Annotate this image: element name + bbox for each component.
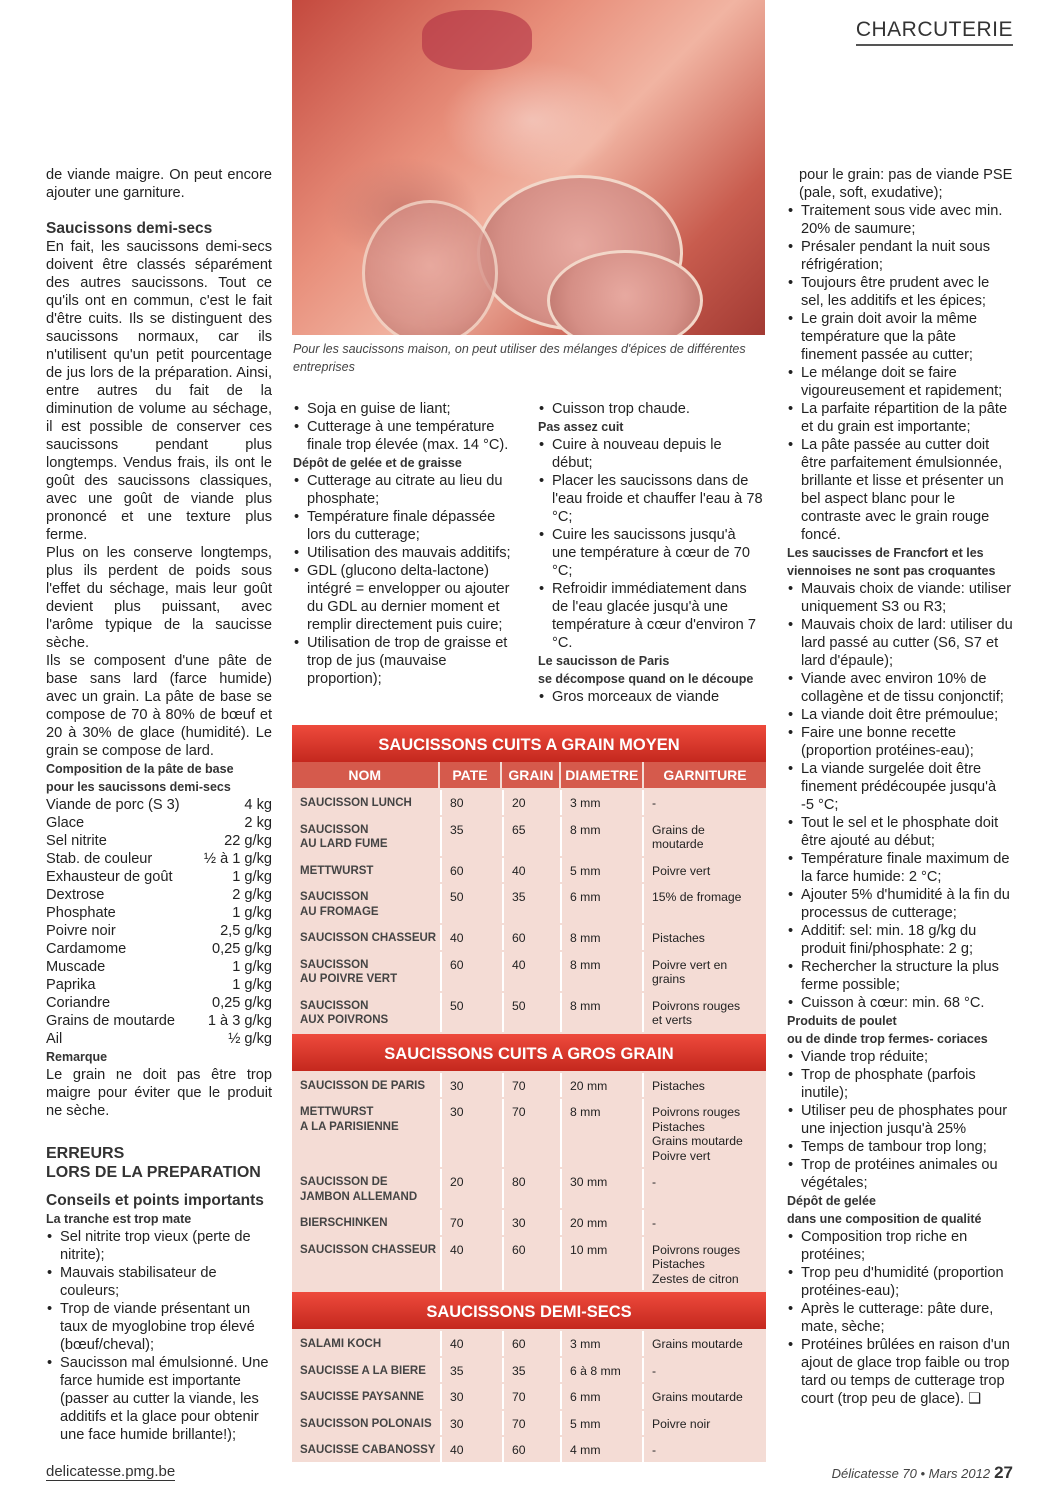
gelee-heading: Dépôt de gelée et de graisse [293,456,462,470]
list-item: • Composition trop riche en protéines; [787,1228,1013,1264]
list-item: • Utilisation de trop de graisse et trop de jus (mauvaise proportion); [293,634,519,688]
table-cell: SAUCISSE CABANOSSY [300,1444,436,1456]
composition-row [46,850,272,868]
photo-caption: Pour les saucissons maison, on peut utiliser des mélanges d'épices de différentes entreprises [293,342,746,374]
list-item: • Trop de phosphate (parfois inutile); [787,1066,1013,1102]
composition-row [46,1030,272,1048]
continued-text: pour le grain: pas de viande PSE (pale, soft, exudative); [799,167,1013,201]
list-item: • Mauvais choix de lard: utiliser du lard passé au cutter (S6, S7 et lard d'épaule); [787,616,1013,670]
francfort-heading: viennoises ne sont pas croquantes [787,564,996,578]
ingredient-name: Exhausteur de goût [46,869,173,885]
composition-row [46,940,272,958]
bullet-list [538,688,764,706]
sausage-photo [292,0,765,335]
list-item: • La viande doit être prémoulue; [787,706,1013,724]
list-item: • Température finale maximum de la farce humide: 2 °C; [787,850,1013,886]
composition-row [46,922,272,940]
table-cell: Poivre vert en grains [642,952,766,991]
table-cell: 8 mm [560,817,642,856]
table-cell: - [642,1437,766,1462]
ingredient-name: Stab. de couleur [46,851,153,867]
footer-issue [832,1463,1013,1483]
composition-row [46,832,272,850]
table-cell: 50 [502,993,560,1032]
ingredient-qty: ½ à 1 g/kg [203,851,272,867]
list-item: • Cuisson à cœur: min. 68 °C. [787,994,1013,1012]
ingredient-qty: 2 g/kg [232,887,272,903]
table-cell: 30 [440,1073,502,1098]
table-cell: 4 mm [560,1437,642,1462]
table-cell: 70 [502,1099,560,1167]
table-cell: SAUCISSON LUNCH [300,797,412,809]
table-cell: 20 mm [560,1210,642,1235]
table-header [292,762,766,788]
table-body [292,1329,766,1462]
table-body [292,1071,766,1291]
table-row [292,1329,766,1356]
table-cell: 20 [440,1169,502,1208]
table-cell: - [642,790,766,815]
table-cell: 40 [440,1437,502,1462]
table-cell: Poivrons rouges Pistaches Grains moutarde Poivre vert [642,1099,766,1167]
poulet-heading: ou de dinde trop fermes- coriaces [787,1032,988,1046]
list-item: • Utilisation des mauvais additifs; [293,544,519,562]
table-cell: 60 [502,1331,560,1356]
bullet-list [538,400,764,418]
composition-list [46,796,272,1048]
gelee-heading: Dépôt de gelée [787,1194,876,1208]
ingredient-name: Glace [46,815,85,831]
table-cell: SAUCISSE PAYSANNE [300,1391,424,1403]
table-row [292,1356,766,1383]
composition-row [46,796,272,814]
ingredient-qty: 1 g/kg [232,959,272,975]
table-cell: 20 [502,790,560,815]
table-cell: SAUCISSON CHASSEUR [300,932,437,944]
list-item: • Soja en guise de liant; [293,400,519,418]
ingredient-qty: 0,25 g/kg [211,995,272,1011]
table-cell: 60 [440,952,502,991]
ingredient-qty: 22 g/kg [224,833,272,849]
intro-text: de viande maigre. On peut encore ajouter une garniture. [46,167,272,201]
table-row [292,923,766,950]
table-row [292,1167,766,1208]
column-3 [538,400,764,706]
list-item: • Traitement sous vide avec min. 20% de saumure; [787,202,1013,238]
table-cell: SAUCISSON AU FROMAGE [300,891,379,918]
composition-row [46,1012,272,1030]
col-header: NOM [348,767,382,783]
composition-row [46,814,272,832]
list-item: • Le grain doit avoir la même température que la pâte finement passée au cutter; [787,310,1013,364]
list-item: • Placer les saucissons dans de l'eau froide et chauffer l'eau à 78 °C; [538,472,764,526]
list-item: • Protéines brûlées en raison d'un ajout de glace trop faible ou trop tard ou temps de cutterage trop court (trop peu de glace). ❑ [787,1336,1013,1408]
list-item: • Cuire à nouveau depuis le début; [538,436,764,472]
tranche-heading: La tranche est trop mate [46,1212,192,1226]
paragraph: En fait, les saucissons demi-secs doivent être classés séparément des autres saucissons. Tout ce qu'ils ont en commun, c'est le fait d'être cuits. Ils se distinguent des saucissons normaux, car ils n'utilisent qu'un petit pourcentage de jus lors de la préparation. Ainsi, entre autres du fait de la diminution de volume au séchage, il est possible de conserver ces saucissons pendant plus longtemps. Vendus frais, ils ont le goût des saucissons classiques, avec une goût de viande plus prononcé et une texture plus ferme. [46,239,272,543]
paris-heading: Le saucisson de Paris [538,654,670,668]
ingredient-name: Phosphate [46,905,116,921]
bullet-list [787,1048,1013,1192]
list-item: • Température finale dépassée lors du cutterage; [293,508,519,544]
table-cell: Poivrons rouges et verts [642,993,766,1032]
ingredient-qty: 1 g/kg [232,869,272,885]
table-cell: SALAMI KOCH [300,1338,382,1350]
list-item: • La viande surgelée doit être finement prédécoupée jusqu'à -5 °C; [787,760,1013,814]
table-cell: SAUCISSE A LA BIERE [300,1364,426,1377]
list-item: • Trop peu d'humidité (proportion protéines-eau); [787,1264,1013,1300]
remark-text: Le grain ne doit pas être trop maigre pour éviter que le produit ne sèche. [46,1067,272,1119]
table-cell: 35 [502,1358,560,1383]
table-cell: 3 mm [560,1331,642,1356]
list-item: • Trop de viande présentant un taux de myoglobine trop élevé (bœuf/cheval); [46,1300,272,1354]
table-cell: 40 [502,952,560,991]
table-cell: Poivrons rouges Pistaches Zestes de citron [642,1237,766,1291]
list-item: • Mauvais choix de viande: utiliser uniquement S3 ou R3; [787,580,1013,616]
ingredient-name: Paprika [46,977,96,993]
tranche-list [46,1228,272,1444]
list-item: • Viande avec environ 10% de collagène et de tissu conjonctif; [787,670,1013,706]
table-cell: Grains de moutarde [642,817,766,856]
table-cell: SAUCISSON AU LARD FUME [300,823,388,850]
ingredient-qty: ½ g/kg [228,1031,272,1047]
conseils-heading: Conseils et points importants [46,1192,264,1209]
list-item: • GDL (glucono delta-lactone) intégré = envelopper ou ajouter du GDL au dernier moment et remplir directement puis cuire; [293,562,519,634]
table-cell: 50 [440,884,502,923]
francfort-heading: Les saucisses de Francfort et les [787,546,984,560]
table-cell: 50 [440,993,502,1032]
table-cell: METTWURST [300,864,374,877]
table-cell: 15% de fromage [642,884,766,923]
table-cell: 6 mm [560,1384,642,1409]
col-header: PATE [438,762,501,788]
bullet-list [787,202,1013,544]
list-item: • Tout le sel et le phosphate doit être ajouté au début; [787,814,1013,850]
table-cell: 70 [502,1073,560,1098]
table-cell: 3 mm [560,790,642,815]
column-1 [46,166,272,1444]
pas-cuit-heading: Pas assez cuit [538,420,624,434]
ingredient-name: Ail [46,1031,63,1047]
column-4 [787,166,1013,1408]
table-cell: 65 [502,817,560,856]
ingredient-name: Sel nitrite [46,833,107,849]
composition-title: Composition de la pâte de base [46,762,234,776]
table-cell: SAUCISSON CHASSEUR [300,1243,437,1256]
table-cell: 8 mm [560,1099,642,1167]
table-cell: SAUCISSON DE JAMBON ALLEMAND [300,1176,418,1203]
table-cell: METTWURST A LA PARISIENNE [300,1106,399,1133]
list-item: • Rechercher la structure la plus ferme possible; [787,958,1013,994]
errors-heading: ERREURS [46,1145,125,1162]
table-cell: 40 [440,925,502,950]
table-cell: 20 mm [560,1073,642,1098]
table-cell: 80 [440,790,502,815]
col-header: DIAMETRE [559,762,642,788]
table-cell: 60 [502,925,560,950]
list-item: • Faire une bonne recette (proportion protéines-eau); [787,724,1013,760]
table-cell: Poivre vert [642,858,766,883]
paragraph: Ils se composent d'une pâte de base sans lard (farce humide) avec un grain. La pâte de base se compose de 70 à 80% de bœuf et 20 à 30% de glace (humidité). Le grain se compose de lard. [46,653,272,759]
table-cell: SAUCISSON AUX POIVRONS [300,999,389,1026]
table-cell: 70 [502,1384,560,1409]
table-cell: SAUCISSON DE PARIS [300,1079,426,1092]
table-cell: 5 mm [560,1411,642,1436]
table-cell: 8 mm [560,925,642,950]
list-item: • Saucisson mal émulsionné. Une farce humide est importante (passer au cutter la viande, les additifs et la glace pour obtenir une face humide brillante!); [46,1354,272,1444]
poulet-heading: Produits de poulet [787,1014,897,1028]
paris-heading: se décompose quand on le découpe [538,672,754,686]
table-row [292,1235,766,1291]
list-item: • Trop de protéines animales ou végétales; [787,1156,1013,1192]
site-link[interactable]: delicatesse.pmg.be [46,1463,176,1480]
table-cell: 70 [502,1411,560,1436]
table-cell: 70 [440,1210,502,1235]
table-cell: SAUCISSON POLONAIS [300,1417,432,1430]
ingredient-qty: 2 kg [244,815,272,831]
composition-row [46,958,272,976]
table-cell: 40 [440,1331,502,1356]
list-item: • Additif: sel: min. 18 g/kg du produit fini/phosphate: 2 g; [787,922,1013,958]
composition-row [46,976,272,994]
remark-title: Remarque [46,1050,108,1064]
ingredient-name: Dextrose [46,887,105,903]
table-cell: - [642,1210,766,1235]
table-row [292,788,766,815]
ingredient-qty: 1 g/kg [232,905,272,921]
table-cell: 30 [502,1210,560,1235]
bullet-list [293,472,519,688]
col-header: GRAIN [500,762,559,788]
table-cell: 60 [502,1237,560,1291]
table-cell: 10 mm [560,1237,642,1291]
list-item: • Le mélange doit se faire vigoureusement et rapidement; [787,364,1013,400]
ingredient-name: Grains de moutarde [46,1013,175,1029]
table-cell: 30 [440,1099,502,1167]
composition-row [46,868,272,886]
list-item: • Ajouter 5% d'humidité à la fin du processus de cutterage; [787,886,1013,922]
table-cell: 35 [440,1358,502,1383]
list-item: • Utiliser peu de phosphates pour une injection jusqu'à 25% [787,1102,1013,1138]
composition-title: pour les saucissons demi-secs [46,780,231,794]
table-cell: 40 [440,1237,502,1291]
table-row [292,882,766,923]
errors-heading: LORS DE LA PREPARATION [46,1164,261,1181]
ingredient-name: Viande de porc (S 3) [46,797,180,813]
table-cell: 60 [440,858,502,883]
table-body [292,788,766,1032]
bullet-list [538,436,764,652]
table-cell: 6 à 8 mm [560,1358,642,1383]
ingredient-name: Cardamome [46,941,127,957]
table-row [292,1071,766,1098]
list-item: • Mauvais stabilisateur de couleurs; [46,1264,272,1300]
ingredient-name: Muscade [46,959,106,975]
list-item: • Refroidir immédiatement dans de l'eau glacée jusqu'à une température à cœur d'environ 7 °C. [538,580,764,652]
table-row [292,1409,766,1436]
list-item: • Toujours être prudent avec le sel, les additifs et les épices; [787,274,1013,310]
composition-row [46,994,272,1012]
list-item: • Cutterage à une température finale trop élevée (max. 14 °C). [293,418,519,454]
table-cell: Pistaches [642,925,766,950]
list-item: • Cutterage au citrate au lieu du phosphate; [293,472,519,508]
list-item: • Gros morceaux de viande [538,688,764,706]
column-2 [293,400,519,688]
table-cell: 35 [440,817,502,856]
table-cell: 35 [502,884,560,923]
bullet-list [787,580,1013,1012]
table-cell: BIERSCHINKEN [300,1217,388,1229]
table-cell: - [642,1358,766,1383]
table-cell: Poivre noir [642,1411,766,1436]
table-row [292,950,766,991]
heading-demi-secs: Saucissons demi-secs [46,220,213,237]
table-cell: Grains moutarde [642,1331,766,1356]
composition-row [46,886,272,904]
page-number: 27 [994,1463,1013,1482]
table-cell: 30 mm [560,1169,642,1208]
ingredient-qty: 1 g/kg [232,977,272,993]
list-item: • Sel nitrite trop vieux (perte de nitrite); [46,1228,272,1264]
list-item: • Présaler pendant la nuit sous réfrigération; [787,238,1013,274]
list-item: • Temps de tambour trop long; [787,1138,1013,1156]
ingredient-name: Poivre noir [46,923,116,939]
table-title: SAUCISSONS CUITS A GROS GRAIN [292,1032,766,1071]
table-title: SAUCISSONS DEMI-SECS [292,1290,766,1329]
bullet-list [787,1228,1013,1408]
table-cell: 6 mm [560,884,642,923]
table-cell: 30 [440,1411,502,1436]
table-cell: 30 [440,1384,502,1409]
table-row [292,1097,766,1167]
table-row [292,1208,766,1235]
table-cell: SAUCISSON AU POIVRE VERT [300,958,398,985]
ingredient-qty: 4 kg [244,797,272,813]
composition-row [46,904,272,922]
table-cell: Pistaches [642,1073,766,1098]
paragraph: Plus on les conserve longtemps, plus ils perdent de poids sous l'effet du séchage, mais leur goût devient plus puissant, avec l'arôme typique de la saucisse sèche. [46,545,272,651]
table-cell: 8 mm [560,952,642,991]
ingredient-qty: 1 à 3 g/kg [207,1013,272,1029]
table-cell: - [642,1169,766,1208]
list-item: • Cuire les saucissons jusqu'à une température à cœur de 70 °C; [538,526,764,580]
ingredient-qty: 2,5 g/kg [220,923,272,939]
issue-text: Délicatesse 70 • Mars 2012 [831,1466,991,1481]
table-title: SAUCISSONS CUITS A GRAIN MOYEN [292,725,766,762]
gelee-heading: dans une composition de qualité [787,1212,982,1226]
sausage-tables [292,725,766,1462]
table-row [292,815,766,856]
list-item: • Cuisson trop chaude. [538,400,764,418]
table-cell: 80 [502,1169,560,1208]
table-cell: 8 mm [560,993,642,1032]
ingredient-name: Coriandre [46,995,111,1011]
table-row [292,856,766,883]
table-cell: 60 [502,1437,560,1462]
col-header: GARNITURE [642,762,766,788]
list-item: • La parfaite répartition de la pâte et du grain est importante; [787,400,1013,436]
section-label: CHARCUTERIE [856,18,1013,46]
list-item: • La pâte passée au cutter doit être parfaitement émulsionnée, brillante et lisse et présenter un bel aspect blanc pour le contraste avec le grain rouge foncé. [787,436,1013,544]
bullet-list [293,400,519,454]
table-row [292,1382,766,1409]
ingredient-qty: 0,25 g/kg [211,941,272,957]
list-item: • Après le cutterage: pâte dure, mate, sèche; [787,1300,1013,1336]
table-row [292,1435,766,1462]
table-cell: Grains moutarde [642,1384,766,1409]
table-cell: 40 [502,858,560,883]
table-cell: 5 mm [560,858,642,883]
list-item: • Viande trop réduite; [787,1048,1013,1066]
table-row [292,991,766,1032]
